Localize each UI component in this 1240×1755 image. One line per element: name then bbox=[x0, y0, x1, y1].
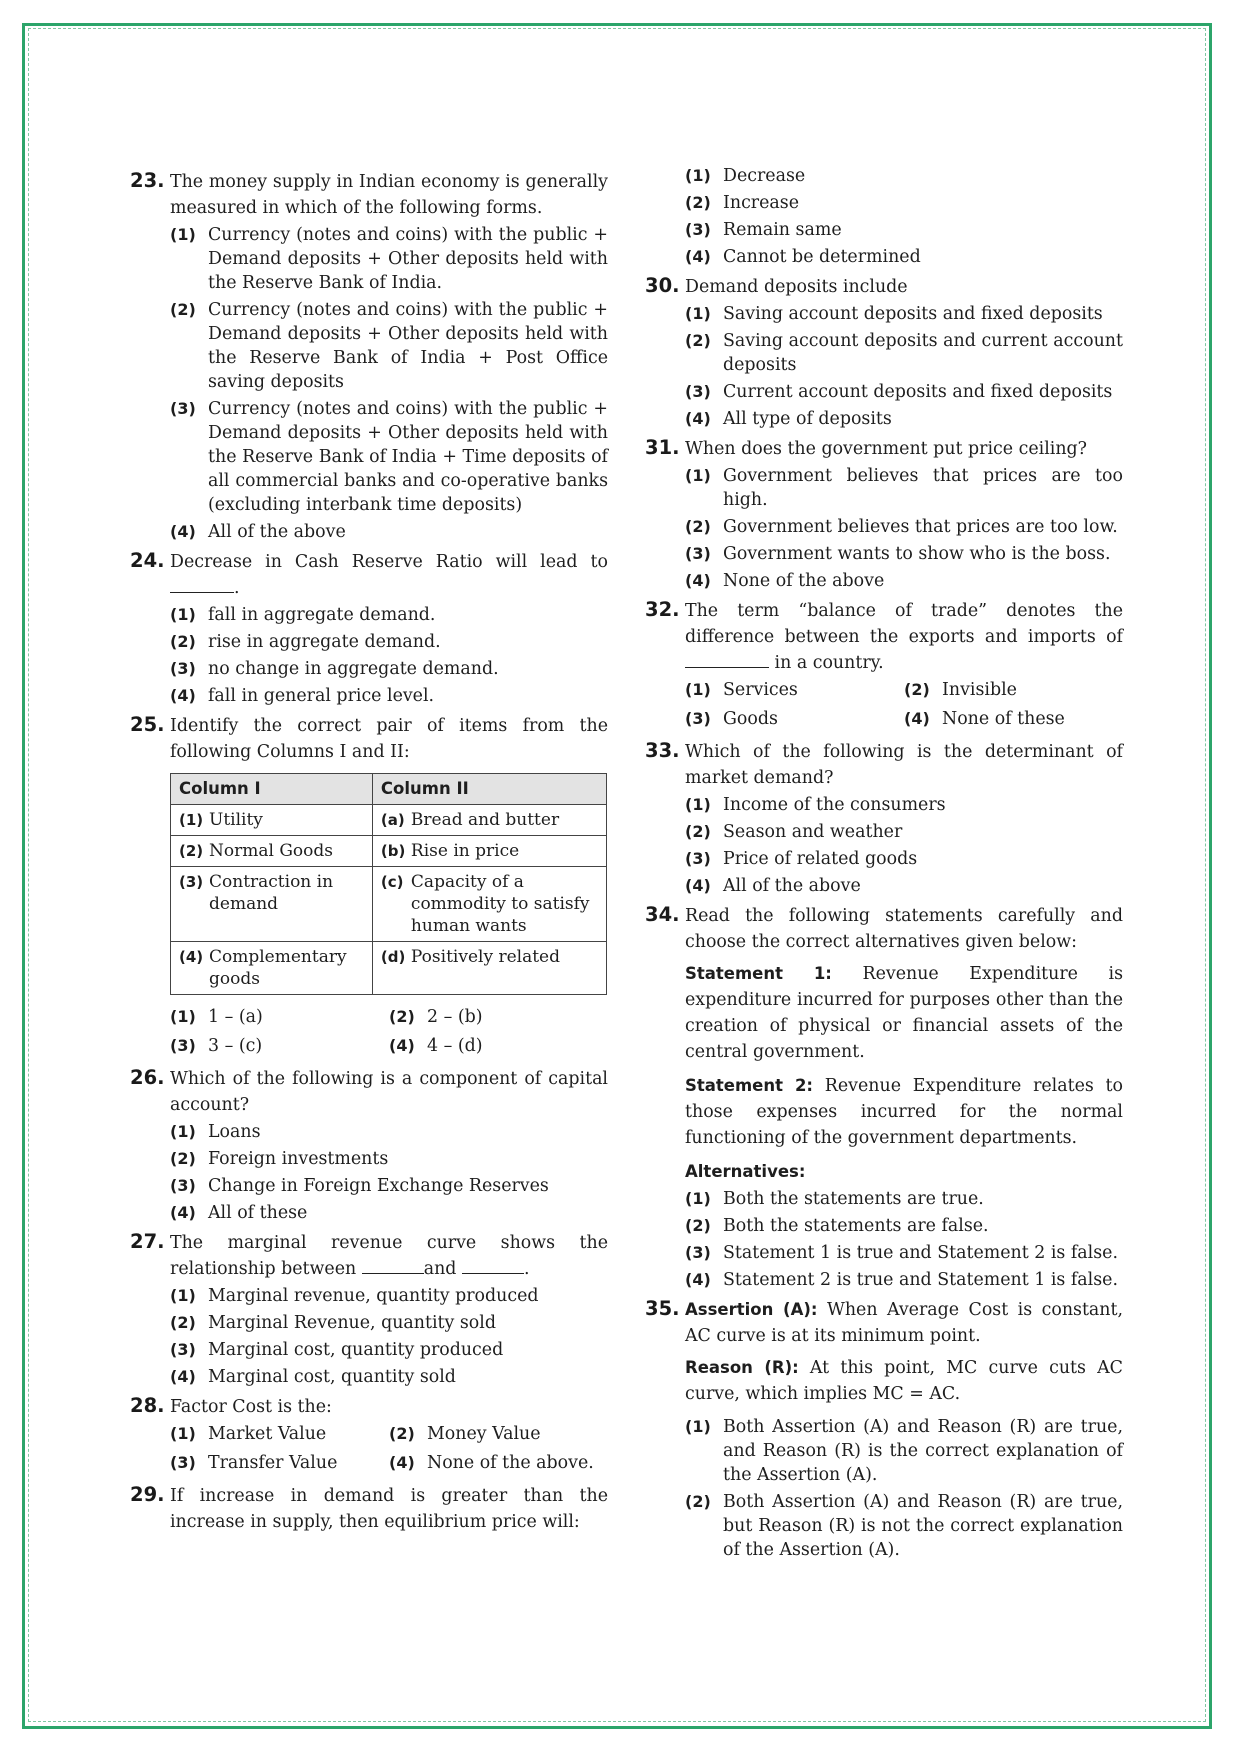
question-number: 33. bbox=[645, 739, 680, 762]
question-number: 35. bbox=[645, 1297, 680, 1320]
statement-2: Statement 2: Revenue Expenditure relates to those expenses incurred for the normal functioning of the government departments. bbox=[685, 1076, 1124, 1148]
option: (4) All of these bbox=[170, 1203, 308, 1223]
option: (4) All of the above bbox=[170, 522, 346, 542]
question-number: 30. bbox=[645, 274, 680, 297]
question-text: Identify the correct pair of items from the following Columns I and II: bbox=[170, 716, 608, 762]
option: (3) Change in Foreign Exchange Reserves bbox=[170, 1176, 549, 1196]
option: (4) Cannot be determined bbox=[685, 247, 921, 267]
option: (2) Currency (notes and coins) with the public + Demand deposits + Other deposits held with the Reserve Bank of India + Post Office saving deposits bbox=[170, 300, 608, 392]
question-35 bbox=[645, 1296, 1123, 1562]
alternatives-heading: Alternatives: bbox=[685, 1162, 806, 1181]
question-text: Demand deposits include bbox=[685, 277, 908, 297]
question-34 bbox=[645, 902, 1123, 1292]
question-number: 24. bbox=[130, 549, 165, 572]
option: (3) Marginal cost, quantity produced bbox=[170, 1340, 504, 1360]
table-header: Column I bbox=[171, 774, 373, 805]
option: (3) Goods bbox=[685, 709, 778, 729]
question-number: 34. bbox=[645, 903, 680, 926]
option: (4) Marginal cost, quantity sold bbox=[170, 1367, 456, 1387]
question-32 bbox=[645, 597, 1123, 734]
option: (3) Statement 1 is true and Statement 2 is false. bbox=[685, 1243, 1118, 1263]
table-row: (1) Utility (a) Bread and butter bbox=[171, 805, 607, 836]
question-31 bbox=[645, 435, 1123, 593]
question-text: The marginal revenue curve shows the relationship between and . bbox=[170, 1233, 608, 1279]
option: (4) All type of deposits bbox=[685, 409, 892, 429]
option: (4) 4 – (d) bbox=[389, 1036, 483, 1056]
question-29-options bbox=[645, 164, 1123, 269]
option: (2) Saving account deposits and current account deposits bbox=[685, 331, 1123, 375]
question-text: Decrease in Cash Reserve Ratio will lead to . bbox=[170, 552, 608, 598]
statement-1: Statement 1: Revenue Expenditure is expenditure incurred for purposes other than the creation of physical or financial assets of the central government. bbox=[685, 964, 1124, 1062]
assertion: Assertion (A): When Average Cost is constant, AC curve is at its minimum point. bbox=[685, 1300, 1124, 1346]
option: (2) Invisible bbox=[904, 680, 1017, 700]
option: (1) Services bbox=[685, 680, 798, 700]
option: (1) Saving account deposits and fixed deposits bbox=[685, 304, 1103, 324]
question-24 bbox=[130, 548, 608, 708]
option: (3) Price of related goods bbox=[685, 849, 918, 869]
option: (2) Both Assertion (A) and Reason (R) are true, but Reason (R) is not the correct explanation of the Assertion (A). bbox=[685, 1492, 1123, 1560]
table-header: Column II bbox=[372, 774, 606, 805]
option: (1) Both the statements are true. bbox=[685, 1189, 984, 1209]
option: (2) 2 – (b) bbox=[389, 1007, 483, 1027]
question-23 bbox=[130, 168, 608, 544]
question-number: 25. bbox=[130, 713, 165, 736]
question-30 bbox=[645, 273, 1123, 431]
question-25 bbox=[130, 712, 608, 1061]
question-28 bbox=[130, 1393, 608, 1478]
option: (1) Income of the consumers bbox=[685, 795, 946, 815]
option: (2) Marginal Revenue, quantity sold bbox=[170, 1313, 496, 1333]
option: (2) Government believes that prices are too low. bbox=[685, 517, 1118, 537]
option: (3) no change in aggregate demand. bbox=[170, 659, 499, 679]
question-text: Factor Cost is the: bbox=[170, 1397, 332, 1417]
table-row: (2) Normal Goods (b) Rise in price bbox=[171, 836, 607, 867]
option: (1) Government believes that prices are too high. bbox=[685, 466, 1123, 510]
question-number: 28. bbox=[130, 1394, 165, 1417]
question-text: When does the government put price ceiling? bbox=[685, 439, 1087, 459]
table-row: (4) Complementary goods (d) Positively related bbox=[171, 942, 607, 995]
option: (4) None of these bbox=[904, 709, 1065, 729]
option: (3) Remain same bbox=[685, 220, 842, 240]
question-text: The money supply in Indian economy is generally measured in which of the following forms. bbox=[170, 172, 608, 218]
option: (4) None of the above bbox=[685, 571, 885, 591]
question-33 bbox=[645, 738, 1123, 898]
question-text: Read the following statements carefully and choose the correct alternatives given below: bbox=[685, 906, 1123, 952]
option: (1) 1 – (a) bbox=[170, 1007, 263, 1027]
table-row: (3) Contraction in demand (c) Capacity of a commodity to satisfy human wants bbox=[171, 867, 607, 942]
option: (1) Decrease bbox=[685, 166, 806, 186]
option: (4) fall in general price level. bbox=[170, 686, 435, 706]
option: (4) Statement 2 is true and Statement 1 is false. bbox=[685, 1270, 1118, 1290]
option: (2) rise in aggregate demand. bbox=[170, 632, 441, 652]
question-number: 29. bbox=[130, 1483, 165, 1506]
option: (3) Currency (notes and coins) with the public + Demand deposits + Other deposits held with the Reserve Bank of India + Time deposits of all commercial banks and co-operative banks (excluding interbank time deposits) bbox=[170, 399, 608, 515]
option: (4) None of the above. bbox=[389, 1453, 594, 1473]
question-text: Which of the following is the determinant of market demand? bbox=[685, 742, 1123, 788]
question-number: 32. bbox=[645, 598, 680, 621]
option: (3) Government wants to show who is the boss. bbox=[685, 544, 1111, 564]
question-26 bbox=[130, 1065, 608, 1225]
right-column bbox=[645, 166, 1123, 1566]
option: (3) Transfer Value bbox=[170, 1453, 338, 1473]
question-number: 26. bbox=[130, 1066, 165, 1089]
option: (2) Money Value bbox=[389, 1424, 541, 1444]
option: (2) Season and weather bbox=[685, 822, 903, 842]
question-text: If increase in demand is greater than the increase in supply, then equilibrium price will: bbox=[170, 1486, 608, 1532]
question-27 bbox=[130, 1229, 608, 1389]
question-number: 23. bbox=[130, 169, 165, 192]
left-column bbox=[130, 168, 608, 1539]
question-text: The term “balance of trade” denotes the difference between the exports and imports of in a country. bbox=[685, 601, 1123, 673]
match-table bbox=[170, 773, 607, 995]
question-text: Which of the following is a component of capital account? bbox=[170, 1069, 608, 1115]
question-number: 27. bbox=[130, 1230, 165, 1253]
option: (1) Both Assertion (A) and Reason (R) are true, and Reason (R) is the correct explanation of the Assertion (A). bbox=[685, 1417, 1123, 1485]
reason: Reason (R): At this point, MC curve cuts AC curve, which implies MC = AC. bbox=[685, 1358, 1123, 1404]
option: (3) 3 – (c) bbox=[170, 1036, 263, 1056]
option: (2) Increase bbox=[685, 193, 799, 213]
option: (1) Marginal revenue, quantity produced bbox=[170, 1286, 539, 1306]
question-29 bbox=[130, 1482, 608, 1535]
option: (2) Foreign investments bbox=[170, 1149, 389, 1169]
option: (3) Current account deposits and fixed deposits bbox=[685, 382, 1113, 402]
option: (1) fall in aggregate demand. bbox=[170, 605, 436, 625]
option: (1) Currency (notes and coins) with the public + Demand deposits + Other deposits held with the Reserve Bank of India. bbox=[170, 225, 608, 293]
option: (2) Both the statements are false. bbox=[685, 1216, 989, 1236]
question-number: 31. bbox=[645, 436, 680, 459]
option: (4) All of the above bbox=[685, 876, 861, 896]
option: (1) Loans bbox=[170, 1122, 261, 1142]
option: (1) Market Value bbox=[170, 1424, 327, 1444]
